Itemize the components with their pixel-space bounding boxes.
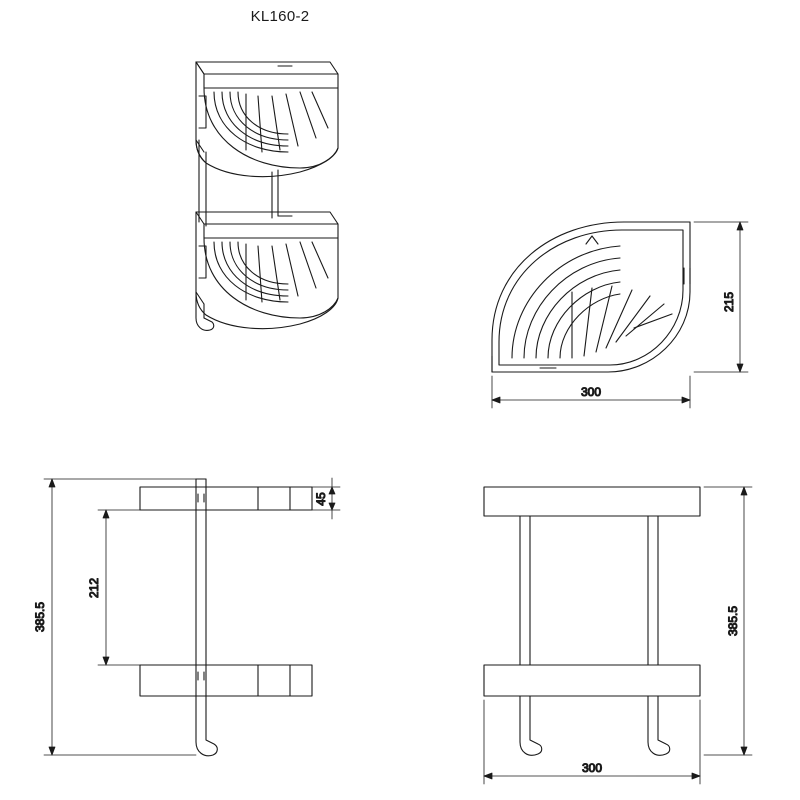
dimension-212 xyxy=(98,510,196,665)
vertical-posts xyxy=(199,140,278,226)
dimension-label-385-5-front: 385.5 xyxy=(726,605,740,637)
dimension-label-212: 212 xyxy=(87,577,101,599)
top-view xyxy=(492,222,748,408)
dimension-label-215: 215 xyxy=(722,291,736,313)
front-view xyxy=(484,487,752,784)
upper-basket xyxy=(196,62,338,177)
dimension-label-45: 45 xyxy=(314,492,328,506)
page-title: KL160-2 xyxy=(250,8,310,25)
dimension-label-300-top: 300 xyxy=(580,385,602,399)
side-view xyxy=(33,478,340,756)
dimension-215 xyxy=(694,222,748,372)
lower-basket xyxy=(196,212,338,330)
isometric-two-tier-view xyxy=(196,62,338,330)
dimension-385-5-side xyxy=(44,479,196,755)
dimension-label-300-front: 300 xyxy=(581,761,603,775)
dimension-label-385-5-side: 385.5 xyxy=(33,601,47,633)
